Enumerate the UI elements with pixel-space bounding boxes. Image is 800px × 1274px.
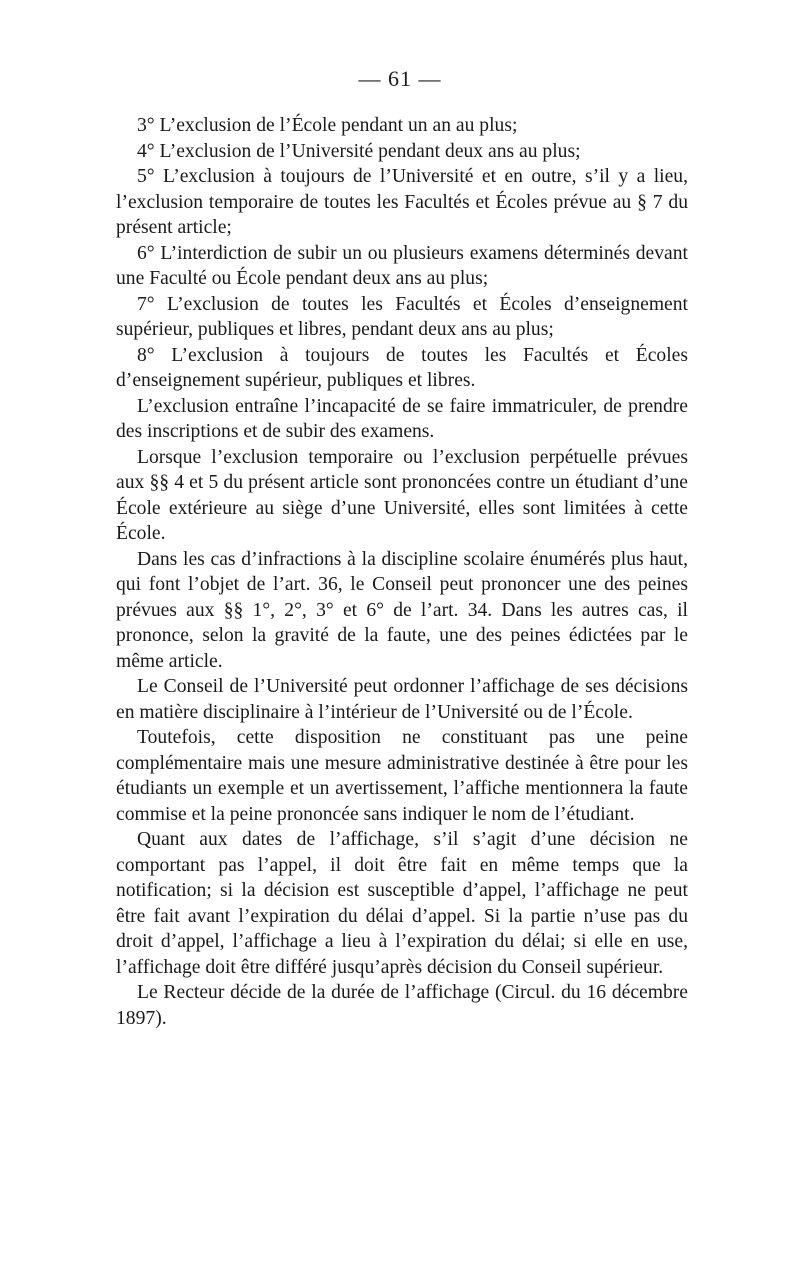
paragraph-exterior-school: Lorsque l’exclusion temporaire ou l’exclusion perpétuelle prévues aux §§ 4 et 5 du présent article sont prononcées contre un étudiant d’une École extérieure au siège d’une Université, elles sont limitées à cette École. bbox=[116, 446, 688, 544]
paragraph-posting-decisions: Le Conseil de l’Université peut ordonner l’affichage de ses décisions en matière disciplinaire à l’intérieur de l’Université ou de l’École. bbox=[116, 676, 688, 723]
paragraph-item-8: 8° L’exclusion à toujours de toutes les Facultés et Écoles d’enseignement supérieur, publiques et libres. bbox=[116, 344, 688, 391]
body-text bbox=[116, 113, 688, 1031]
paragraph-infractions: Dans les cas d’infractions à la discipline scolaire énumérés plus haut, qui font l’objet de l’art. 36, le Conseil peut prononcer une des peines prévues aux §§ 1°, 2°, 3° et 6° de l’art. 34. Dans les autres cas, il prononce, selon la gravité de la faute, une des peines édictées par le même article. bbox=[116, 548, 688, 672]
paragraph-item-3: 3° L’exclusion de l’École pendant un an au plus; bbox=[137, 115, 518, 136]
paragraph-posting-dates: Quant aux dates de l’affichage, s’il s’agit d’une décision ne comportant pas l’appel, il doit être fait en même temps que la notification; si la décision est susceptible d’appel, l’affichage ne peut être fait avant l’expiration du délai d’appel. Si la partie n’use pas du droit d’appel, l’affichage a lieu à l’expiration du délai; si elle en use, l’affichage doit être différé jusqu’après décision du Conseil supérieur. bbox=[116, 829, 688, 978]
paragraph-administrative-measure: Toutefois, cette disposition ne constituant pas une peine complémentaire mais une mesure administrative destinée à être pour les étudiants un exemple et un avertissement, l’affiche mentionnera la faute commise et la peine prononcée sans indiquer le nom de l’étudiant. bbox=[116, 727, 688, 825]
page-number: — 61 — bbox=[358, 66, 442, 91]
paragraph-item-6: 6° L’interdiction de subir un ou plusieurs examens déterminés devant une Faculté ou École pendant deux ans au plus; bbox=[116, 242, 688, 289]
paragraph-item-5: 5° L’exclusion à toujours de l’Université et en outre, s’il y a lieu, l’exclusion temporaire de toutes les Facultés et Écoles prévue au § 7 du présent article; bbox=[116, 166, 688, 238]
paragraph-item-4: 4° L’exclusion de l’Université pendant deux ans au plus; bbox=[137, 140, 581, 162]
paragraph-exclusion-effects: L’exclusion entraîne l’incapacité de se faire immatriculer, de prendre des inscriptions et de subir des examens. bbox=[116, 395, 688, 442]
paragraph-item-7: 7° L’exclusion de toutes les Facultés et Écoles d’enseignement supérieur, publiques et libres, pendant deux ans au plus; bbox=[116, 293, 688, 340]
paragraph-rector-duration: Le Recteur décide de la durée de l’affichage (Circul. du 16 décembre 1897). bbox=[116, 982, 688, 1029]
